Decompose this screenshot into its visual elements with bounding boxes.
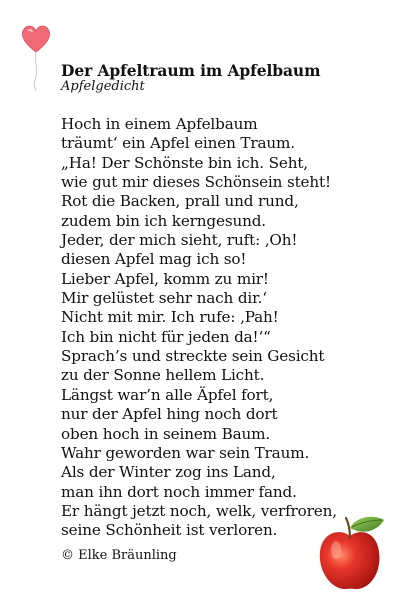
poem-line: Lieber Apfel, komm zu mir! [61,269,269,288]
poem-line: Mir gelüstet sehr nach dir.‘ [61,289,267,308]
poem-line: seine Schönheit ist verloren. [61,521,278,540]
poem-body [61,115,337,541]
poem-line: nur der Apfel hing noch dort [61,405,278,424]
poem-line: man ihn dort noch immer fand. [61,482,297,501]
poem-line: Jeder, der mich sieht, ruft: ‚Oh! [61,231,298,250]
poem-line: Als der Winter zog ins Land, [61,463,276,482]
poem-title: Der Apfeltraum im Apfelbaum [61,61,321,80]
poem-subtitle: Apfelgedicht [61,79,145,94]
poem-line: Rot die Backen, prall und rund, [61,192,299,211]
poem-line: Nicht mit mir. Ich rufe: ‚Pah! [61,308,279,327]
poem-line: zu der Sonne hellem Licht. [61,366,265,385]
poem-line: Er hängt jetzt noch, welk, verfroren, [61,501,337,520]
poem-line: Längst war’n alle Äpfel fort, [61,385,274,404]
heart-balloon-icon [18,22,54,92]
poem-line: wie gut mir dieses Schönsein steht! [61,173,331,192]
poem-line: Ich bin nicht für jeden da!‘“ [61,327,271,346]
poem-line: oben hoch in seinem Baum. [61,424,271,443]
poem-line: Wahr geworden war sein Traum. [61,443,310,462]
copyright-notice: © Elke Bräunling [61,548,177,563]
poem-line: zudem bin ich kerngesund. [61,211,266,230]
poem-line: träumt‘ ein Apfel einen Traum. [61,134,295,153]
poem-line: „Ha! Der Schönste bin ich. Seht, [61,153,308,172]
poem-line: Sprach’s und streckte sein Gesicht [61,347,325,366]
red-apple-icon [316,514,386,594]
poem-line: Hoch in einem Apfelbaum [61,115,258,133]
poem-line: diesen Apfel mag ich so! [61,250,247,269]
